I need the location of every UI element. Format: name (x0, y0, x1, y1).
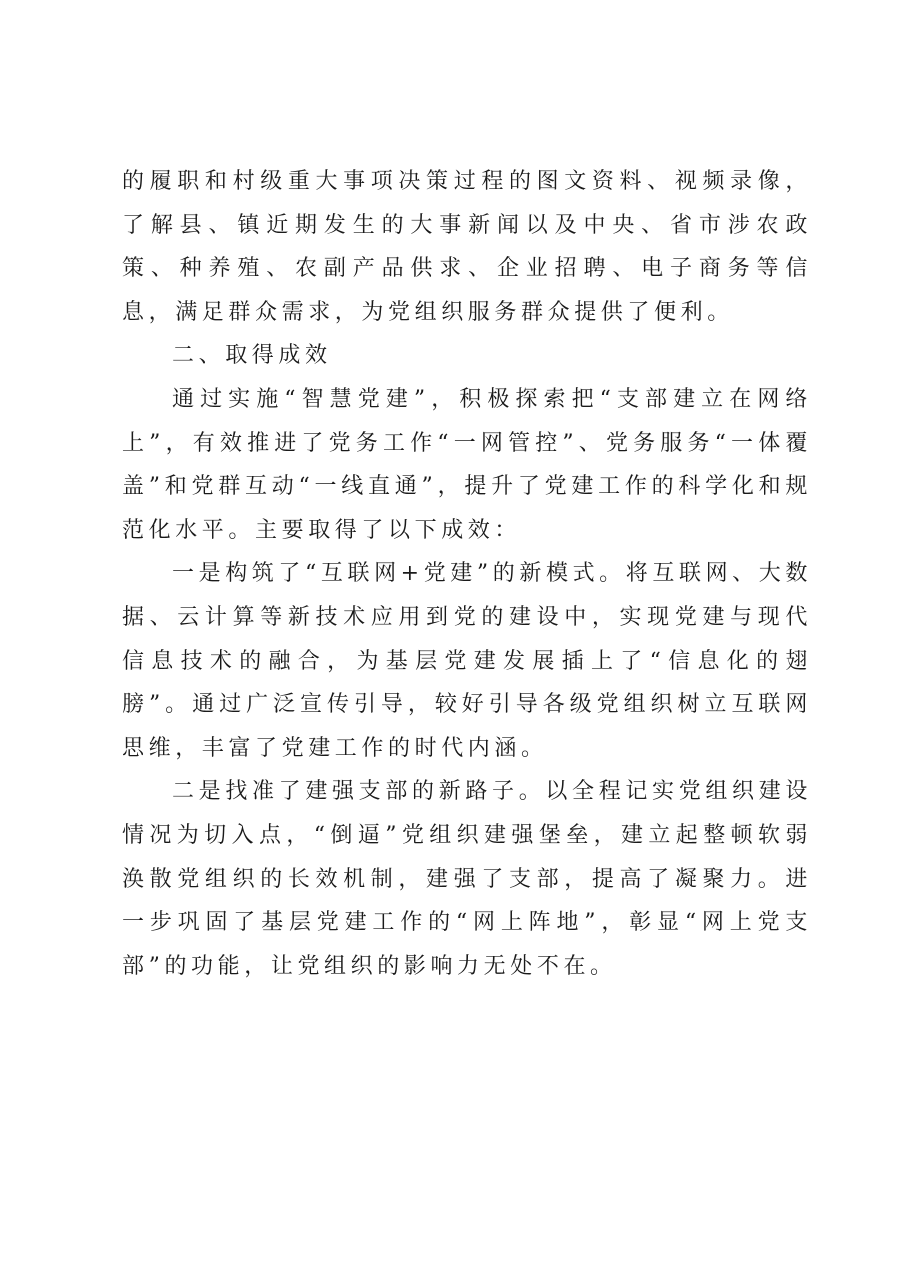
paragraph-point-one: 一是构筑了“互联网+党建”的新模式。将互联网、大数据、云计算等新技术应用到党的建设中，实现党建与现代信息技术的融合，为基层党建发展插上了“信息化的翅膀”。通过广泛宣传引导，较好引导各级党组织树立互联网思维，丰富了党建工作的时代内涵。 (122, 561, 812, 761)
paragraph-continuation: 的履职和村级重大事项决策过程的图文资料、视频录像，了解县、镇近期发生的大事新闻以及中央、省市涉农政策、种养殖、农副产品供求、企业招聘、电子商务等信息，满足群众需求，为党组织服务群众提供了便利。 (122, 169, 812, 325)
paragraph-point-two: 二是找准了建强支部的新路子。以全程记实党组织建设情况为切入点，“倒逼”党组织建强堡垒，建立起整顿软弱涣散党组织的长效机制，建强了支部，提高了凝聚力。进一步巩固了基层党建工作的“网上阵地”，彰显“网上党支部”的功能，让党组织的影响力无处不在。 (122, 779, 812, 979)
paragraph-intro: 通过实施“智慧党建”，积极探索把“支部建立在网络上”，有效推进了党务工作“一网管控”、党务服务“一体覆盖”和党群互动“一线直通”，提升了党建工作的科学化和规范化水平。主要取得了以下成效： (122, 386, 812, 543)
document-body (122, 160, 812, 988)
section-heading: 二、取得成效 (172, 343, 332, 369)
